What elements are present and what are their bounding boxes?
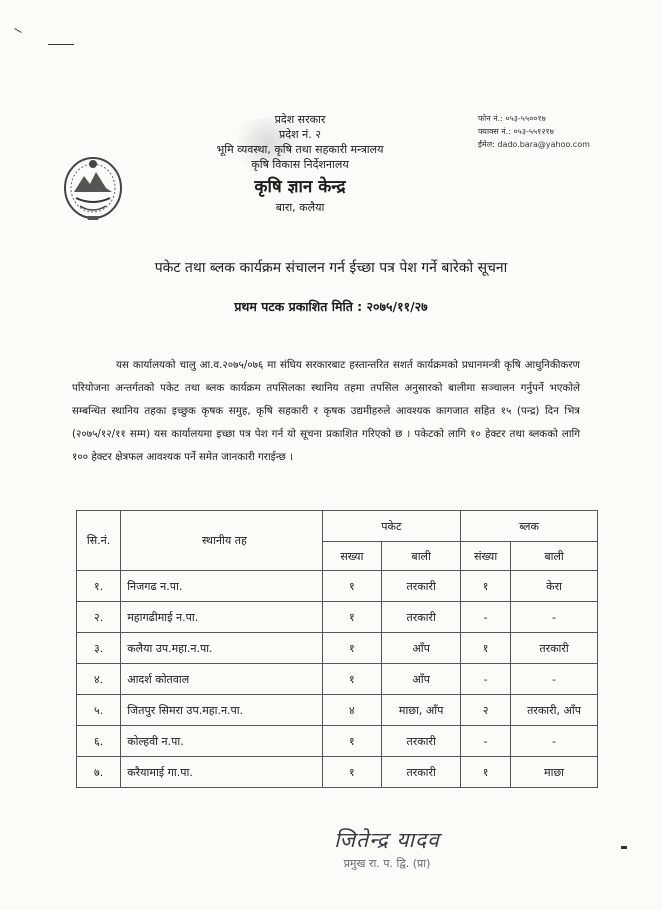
cell-pocket-crop: तरकारी <box>382 571 461 602</box>
fax-number: फ्याक्स नं.: ०५३-५५१२१७ <box>478 127 554 136</box>
cell-pocket-count: १ <box>322 757 382 788</box>
cell-block-crop: - <box>511 726 598 757</box>
signature-title: प्रमुख रा. प. द्वि. (प्रा) <box>343 857 431 870</box>
header-sn: सि.नं. <box>77 511 121 571</box>
cell-block-count: १ <box>461 757 511 788</box>
cell-block-crop: - <box>511 602 598 633</box>
cell-place: करैयामाई गा.पा. <box>121 757 322 788</box>
scan-mark <box>48 44 74 45</box>
cell-pocket-count: ४ <box>322 695 382 726</box>
cell-pocket-crop: माछा, आँप <box>382 695 461 726</box>
header-pocket-crop: बाली <box>382 542 461 571</box>
header-line: प्रदेश नं. २ <box>279 128 321 141</box>
cell-block-crop: तरकारी, आँप <box>511 695 598 726</box>
cell-pocket-crop: तरकारी <box>382 726 461 757</box>
cell-pocket-count: १ <box>322 664 382 695</box>
cell-pocket-crop: तरकारी <box>382 757 461 788</box>
cell-pocket-count: १ <box>322 602 382 633</box>
cell-place: जितपुर सिमरा उप.महा.न.पा. <box>121 695 322 726</box>
cell-block-count: - <box>461 726 511 757</box>
notice-body: यस कार्यालयको चालु आ.व.२०७५/०७६ मा संघिय सरकारबाट हस्तान्तरित सशर्त कार्यक्रमको प्रधानमन्त्री कृषि आधुनिकीकरण परियोजना अन्तर्गतको पकेट तथा ब्लक कार्यक्रम तपसिलका स्थानिय तहमा तपसिल अनुसारको बालीमा सञ्चालन गर्नुपर्ने भएकोले सम्बन्धित स्थानिय तहका इच्छुक कृषक समुह, कृषि सहकारी र कृषक उद्यमीहरुले आवश्यक कागजात सहित १५ (पन्द्र) दिन भित्र (२०७५/१२/११ सम्म) यस कार्यालयमा इच्छा पत्र पेश गर्न यो सूचना प्रकाशित गरिएको छ । पकेटको लागि १० हेक्टर तथा ब्लकको लागि १०० हेक्टर क्षेत्रफल आवश्यक पर्ने समेत जानकारी गराईन्छ । <box>72 359 580 464</box>
cell-place: कलैया उप.महा.न.पा. <box>121 633 322 664</box>
signature-name: जितेन्द्र यादव <box>334 828 440 852</box>
cell-sn: २. <box>77 602 121 633</box>
header-line: प्रदेश सरकार <box>274 113 326 126</box>
cell-block-count: २ <box>461 695 511 726</box>
header-block-crop: बाली <box>511 542 598 571</box>
cell-place: महागढीमाई न.पा. <box>121 602 322 633</box>
cell-block-count: १ <box>461 633 511 664</box>
header-place: स्थानीय तह <box>121 511 322 571</box>
table-row <box>77 695 598 726</box>
header-line: कृषि विकास निर्देशनालय <box>251 158 349 171</box>
cell-block-count: - <box>461 664 511 695</box>
cell-sn: ५. <box>77 695 121 726</box>
notice-title: पकेट तथा ब्लक कार्यक्रम संचालन गर्न ईच्छा पत्र पेश गर्ने बारेको सूचना <box>154 260 508 276</box>
table-row <box>77 726 598 757</box>
cell-sn: ३. <box>77 633 121 664</box>
cell-sn: ६. <box>77 726 121 757</box>
cell-sn: १. <box>77 571 121 602</box>
cell-pocket-count: १ <box>322 633 382 664</box>
table-row <box>77 571 598 602</box>
table-row <box>77 664 598 695</box>
cell-place: निजगढ न.पा. <box>121 571 322 602</box>
table-row <box>77 602 598 633</box>
table-row <box>77 633 598 664</box>
cell-place: आदर्श कोतवाल <box>121 664 322 695</box>
scan-mark <box>14 28 21 33</box>
cell-pocket-crop: तरकारी <box>382 602 461 633</box>
nepal-emblem-logo <box>62 150 124 222</box>
cell-pocket-count: १ <box>322 726 382 757</box>
cell-block-count: - <box>461 602 511 633</box>
header-pocket: पकेट <box>322 511 461 542</box>
cell-pocket-crop: आँप <box>382 633 461 664</box>
header-pocket-count: सख्या <box>322 542 382 571</box>
publish-date: प्रथम पटक प्रकाशित मिति : २०७५/११/२७ <box>234 299 428 314</box>
scan-mark <box>621 846 627 849</box>
cell-block-count: १ <box>461 571 511 602</box>
cell-block-crop: माछा <box>511 757 598 788</box>
cell-block-crop: तरकारी <box>511 633 598 664</box>
cell-pocket-crop: आँप <box>382 664 461 695</box>
office-location: बारा, कलैया <box>275 201 325 214</box>
cell-pocket-count: १ <box>322 571 382 602</box>
signature-block <box>312 826 462 871</box>
email-address: ईमेल: dado.bara@yahoo.com <box>478 140 590 149</box>
table-row <box>77 757 598 788</box>
cell-block-crop: केरा <box>511 571 598 602</box>
contact-info <box>478 112 648 151</box>
header-block: ब्लक <box>461 511 598 542</box>
cell-sn: ४. <box>77 664 121 695</box>
phone-number: फोन नं.: ०५३-५५००१७ <box>478 114 546 123</box>
header-line: भूमि व्यवस्था, कृषि तथा सहकारी मन्त्रालय <box>216 143 384 156</box>
office-name: कृषि ज्ञान केन्द्र <box>254 177 346 197</box>
program-table <box>76 510 598 788</box>
cell-block-crop: - <box>511 664 598 695</box>
cell-sn: ७. <box>77 757 121 788</box>
office-header <box>180 112 420 215</box>
header-block-count: संख्या <box>461 542 511 571</box>
cell-place: कोल्हवी न.पा. <box>121 726 322 757</box>
